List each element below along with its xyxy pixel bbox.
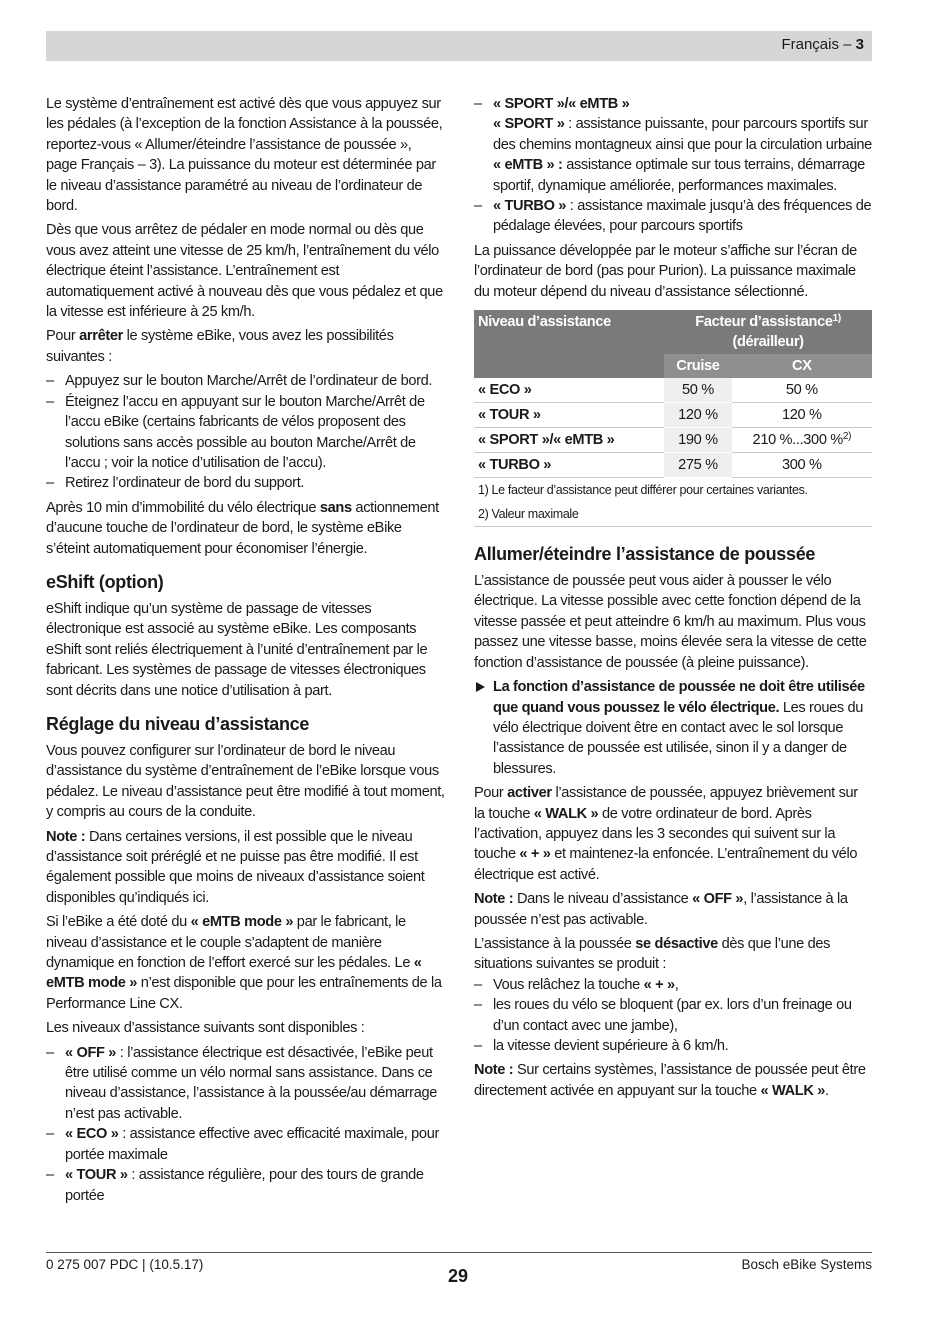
- cell-cruise: 275 %: [664, 453, 732, 478]
- cell-value: 210 %...300 %: [752, 432, 843, 449]
- page-number: 29: [448, 1266, 469, 1286]
- bold-run: « eMTB mode »: [46, 955, 422, 992]
- cell-cruise: 120 %: [664, 403, 732, 428]
- table-row: [474, 453, 872, 478]
- level-text: : assistance régulière, pour des tours de grande portée: [65, 1167, 424, 1204]
- cell-value: 50 %: [785, 382, 818, 399]
- paragraph: [474, 934, 872, 975]
- deactivation-list: [474, 975, 872, 1057]
- warning-item: [474, 677, 872, 779]
- text-run: par le fabricant, le niveau d’assistance et le couple s’adaptent de manière dynamique en fonction de l’effort exercé sur les pédales. Le: [46, 914, 414, 972]
- text-run: Vous relâchez la touche: [493, 976, 644, 993]
- table-header-level: Niveau d’assistance: [474, 310, 664, 378]
- paragraph: [46, 326, 446, 367]
- level-text: : assistance puissante, pour parcours sportifs sur des chemins montagneux ainsi que pour la circulation urbaine: [493, 116, 872, 153]
- paragraph: [474, 889, 872, 930]
- paragraph: Les niveaux d’assistance suivants sont disponibles :: [46, 1020, 365, 1037]
- text-run: Sur certains systèmes, l’assistance de poussée peut être directement activée en appuyant sur la touche: [474, 1062, 866, 1099]
- paragraph: [46, 498, 446, 559]
- table-row: [474, 428, 872, 453]
- warning-text: Les roues du vélo électrique doivent être en contact avec le sol lorsque l’assistance de poussée est utilisée, sinon il y a danger de blessures.: [493, 699, 864, 777]
- table-footnote: 1) Le facteur d’assistance peut différer pour certaines variantes.: [478, 483, 808, 498]
- note-label: Note :: [474, 1062, 514, 1079]
- level-term: « eMTB » :: [493, 157, 563, 174]
- levels-list-continued: [474, 94, 872, 237]
- bold-run: « eMTB mode »: [190, 914, 294, 931]
- paragraph: Dès que vous arrêtez de pédaler en mode normal ou dès que vous avez atteint une vitesse de 25 km/h, l’entraînement du vélo électrique éteint l’assistance. L’entraînement est automatiquement activé à nouveau dès que vous pédalez et que la vitesse est inférieure à 25 km/h.: [46, 222, 443, 321]
- table-row: [474, 378, 872, 403]
- list-item: [474, 94, 872, 196]
- header-page: 3: [855, 36, 864, 53]
- text-run: n’est disponible que pour les entraînements de la Performance Line CX.: [46, 975, 442, 1012]
- list-item: [474, 1036, 872, 1056]
- text-run: le système eBike, vous avez les possibilités suivantes :: [46, 328, 394, 365]
- text-run: Après 10 min d’immobilité du vélo électrique: [46, 499, 320, 516]
- text-run: ,: [674, 976, 679, 993]
- list-item: – Retirez l’ordinateur de bord du support.: [46, 473, 446, 493]
- header-text: Facteur d’assistance: [695, 314, 833, 331]
- cell-level: « ECO »: [474, 378, 664, 403]
- paragraph: Le système d’entraînement est activé dès que vous appuyez sur les pédales (à l’exception de la fonction Assistance à la poussée, reportez-vous « Allumer/éteindre l’assistance de poussée », page Français – 3). La puissance du moteur est déterminée par le niveau d’assistance paramétré au niveau de l’ordinateur de bord.: [46, 96, 443, 215]
- list-item: – Éteignez l’accu en appuyant sur le bouton Marche/Arrêt de l’accu eBike (certains fabricants de vélos proposent des solutions sans accès possible au bouton Marche/Arrêt de l’accu ; voir la notice d’utilisation de l’accu).: [46, 392, 446, 474]
- list-item: [474, 995, 872, 1036]
- paragraph: Vous pouvez configurer sur l’ordinateur de bord le niveau d’assistance du système d’entraînement de l’eBike lorsque vous pédalez. Le niveau d’assistance peut être modifié à tout moment, y compris au cours de la conduite.: [46, 742, 445, 821]
- footer-doc-id: 0 275 007 PDC | (10.5.17): [46, 1257, 204, 1272]
- cell-cruise: 190 %: [664, 428, 732, 453]
- text-run: dès que l’une des situations suivantes se produit :: [474, 935, 831, 973]
- paragraph: [46, 827, 446, 909]
- header-text: (dérailleur): [732, 334, 804, 351]
- paragraph: La puissance développée par le moteur s’affiche sur l’écran de l’ordinateur de bord (pas pour Purion). La puissance maximale du moteur dépend du niveau d’assistance sélectionné.: [474, 242, 857, 300]
- level-term: « SPORT »/« eMTB »: [493, 96, 630, 112]
- level-term: « TOUR »: [65, 1167, 128, 1184]
- bold-run: « WALK »: [533, 805, 599, 822]
- text-run: , l’assistance à la poussée n’est pas activable.: [474, 891, 848, 928]
- stop-options-list: [46, 371, 446, 493]
- level-text: : assistance maximale jusqu’à des fréquences de pédalage élevées, pour parcours sportifs: [493, 198, 872, 235]
- cell-cx: [732, 403, 872, 428]
- paragraph: [46, 912, 446, 1014]
- list-item: [46, 1165, 446, 1206]
- cell-cx: [732, 428, 872, 453]
- section-heading-push-assist: Allumer/éteindre l’assistance de poussée: [474, 544, 816, 565]
- footer-brand: Bosch eBike Systems: [741, 1257, 872, 1272]
- level-term: « SPORT »: [493, 116, 565, 133]
- footnote-ref: 1): [832, 313, 841, 325]
- level-term: « ECO »: [65, 1126, 119, 1143]
- left-column: [46, 94, 446, 1210]
- list-item: [474, 196, 872, 237]
- footnote-ref: 2): [842, 431, 852, 443]
- text-run: .: [825, 1082, 829, 1099]
- text-run: Pour: [474, 785, 508, 802]
- section-heading-assist-level: Réglage du niveau d’assistance: [46, 713, 310, 734]
- paragraph: L’assistance de poussée peut vous aider à pousser le vélo électrique. La vitesse possible avec cette fonction dépend de la vitesse passée et peut atteindre 6 km/h au maximum. Plus vous passez une vitesse basse, moins élevée sera la vitesse de cette fonction d’assistance de poussée (à pleine puissance).: [474, 573, 867, 671]
- table-footnote: 2) Valeur maximale: [474, 502, 872, 527]
- footer-rule: [46, 1252, 872, 1253]
- bold-run: « OFF »: [692, 891, 744, 908]
- cell-level: « TURBO »: [474, 453, 664, 478]
- bold-run: « + »: [643, 976, 675, 993]
- bold-run: « WALK »: [760, 1082, 826, 1099]
- cell-level: « SPORT »/« eMTB »: [474, 428, 664, 453]
- text-run: la vitesse devient supérieure à 6 km/h.: [493, 1038, 729, 1054]
- list-item: [46, 1043, 446, 1125]
- list-item: [46, 1124, 446, 1165]
- table-header-cx: CX: [732, 354, 872, 378]
- text-run: et maintenez-la enfoncée. L’entraînement du vélo électrique est activé.: [474, 846, 858, 883]
- text-run: Si l’eBike a été doté du: [46, 914, 191, 931]
- bold-run: se désactive: [635, 935, 718, 952]
- cell-level: « TOUR »: [474, 403, 664, 428]
- bold-run: activer: [507, 785, 552, 802]
- paragraph: [474, 1060, 872, 1101]
- level-term: « TURBO »: [493, 198, 567, 215]
- level-text: assistance optimale sur tous terrains, démarrage sportif, dynamique améliorée, performances maximales.: [493, 157, 865, 194]
- table-row: [474, 403, 872, 428]
- table-footnote-row: [474, 478, 872, 503]
- text-run: Dans le niveau d’assistance: [513, 891, 693, 908]
- cell-value: 300 %: [782, 457, 822, 474]
- levels-list: [46, 1043, 446, 1206]
- note-label: Note :: [46, 828, 86, 845]
- level-text: : assistance effective avec efficacité maximale, pour portée maximale: [65, 1126, 439, 1163]
- level-term: « OFF »: [65, 1044, 117, 1061]
- assist-factor-table: [474, 310, 872, 527]
- bold-run: « + »: [519, 846, 551, 863]
- level-text: : l’assistance électrique est désactivée, l’eBike peut être utilisé comme un vélo normal sans assistance. Dans ce niveau d’assistance, l’assistance à la poussée/au démarrage n’est pas activable.: [65, 1044, 437, 1122]
- table-header-cruise: Cruise: [664, 354, 732, 378]
- cell-cx: [732, 453, 872, 478]
- text-run: L’assistance à la poussée: [474, 935, 636, 952]
- header-separator: –: [838, 36, 856, 53]
- list-item: – Appuyez sur le bouton Marche/Arrêt de l’ordinateur de bord.: [46, 371, 446, 391]
- cell-cx: [732, 378, 872, 403]
- text-run: Dans certaines versions, il est possible que le niveau d’assistance soit préréglé et ne puisse pas être modifié. Il est également possible que moins de niveaux d’assistance soient disponibles qu’indiqués ici.: [46, 828, 425, 906]
- text-run: les roues du vélo se bloquent (par ex. lors d’un freinage ou d’un contact avec une jambe),: [493, 997, 852, 1034]
- text-run: l’assistance de poussée, appuyez brièvement sur la touche: [474, 785, 858, 822]
- table-header-factor: [664, 310, 872, 354]
- text-run: de votre ordinateur de bord. Après l’activation, appuyez dans les 3 secondes qui suivent sur la touche: [474, 805, 836, 863]
- triangle-bullet-icon: [476, 682, 485, 692]
- cell-value: 120 %: [782, 407, 822, 424]
- note-label: Note :: [474, 891, 514, 908]
- right-column: [474, 94, 872, 1105]
- paragraph: [474, 783, 872, 885]
- list-item: [474, 975, 872, 995]
- header-title: [781, 36, 864, 53]
- table-footnote-row: [474, 502, 872, 527]
- header-language: Français: [781, 36, 839, 53]
- bold-run: arrêter: [79, 328, 123, 345]
- cell-cruise: 50 %: [664, 378, 732, 403]
- warning-bold: La fonction d’assistance de poussée ne doit être utilisée que quand vous poussez le vélo électrique.: [493, 679, 865, 716]
- text-run: Pour: [46, 328, 80, 345]
- page-header: [46, 31, 872, 61]
- text-run: actionnement d’aucune touche de l’ordinateur de bord, le système eBike s’éteint automatiquement pour économiser l’énergie.: [46, 499, 439, 557]
- section-heading-eshift: eShift (option): [46, 571, 164, 592]
- paragraph: eShift indique qu’un système de passage de vitesses électronique est associé au système eBike. Les composants eShift sont reliés électriquement à l’unité d’entraînement par le fabricant. Les systèmes de passage de vitesses électroniques sont décrits dans une notice d’utilisation à part.: [46, 600, 428, 699]
- bold-run: sans: [319, 499, 352, 516]
